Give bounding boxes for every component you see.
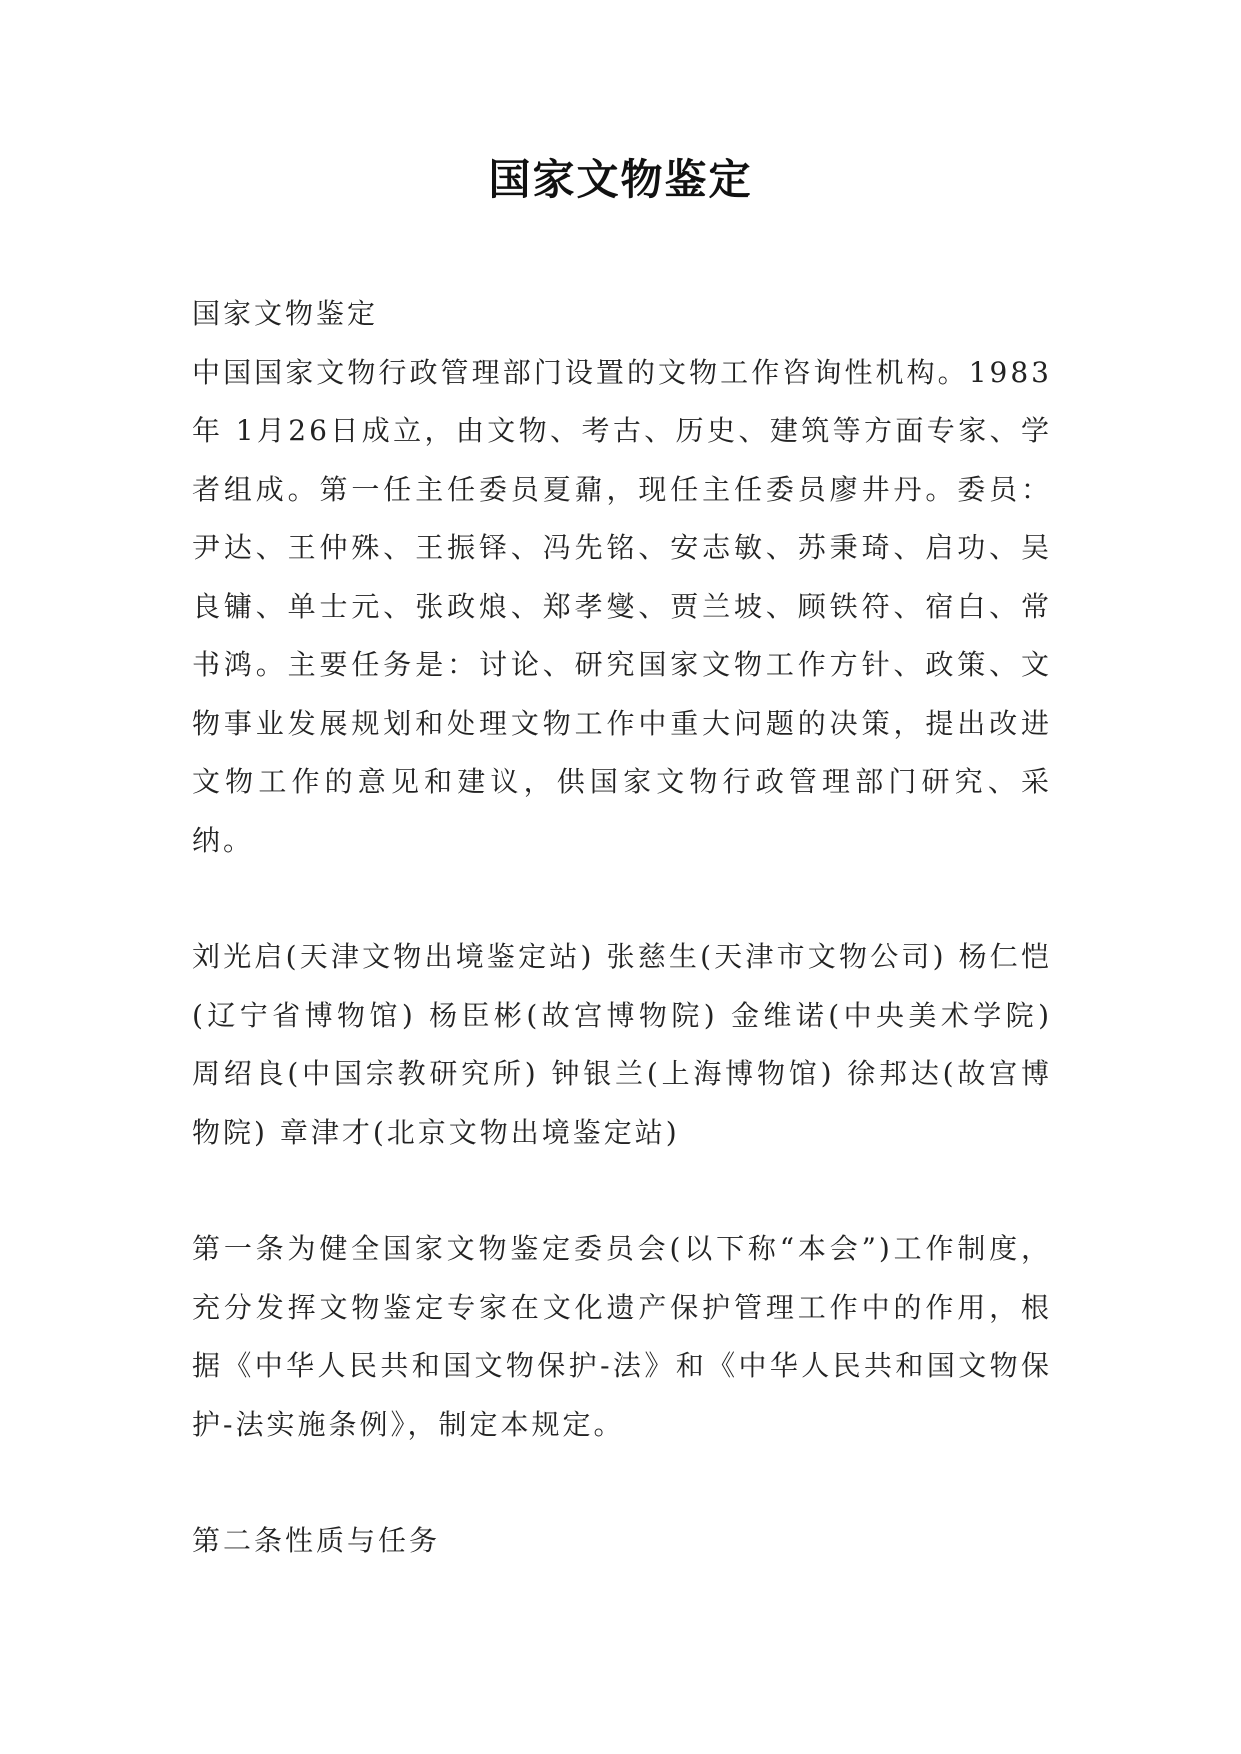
intro-paragraph: 中国国家文物行政管理部门设置的文物工作咨询性机构。1983年 1月26日成立，由文物、考古、历史、建筑等方面专家、学者组成。第一任主任委员夏鼐，现任主任委员廖井丹。委员：尹达、王仲殊、王振铎、冯先铭、安志敏、苏秉琦、启功、吴良镛、单士元、张政烺、郑孝燮、贾兰坡、顾铁符、宿白、常书鸿。主要任务是：讨论、研究国家文物工作方针、政策、文物事业发展规划和处理文物工作中重大问题的决策，提出改进文物工作的意见和建议，供国家文物行政管理部门研究、采纳。: [192, 355, 1052, 857]
document-body: [192, 285, 1052, 1571]
section-heading: 国家文物鉴定: [192, 297, 379, 330]
paragraph-gap: [192, 1162, 1052, 1220]
experts-paragraph: 刘光启(天津文物出境鉴定站) 张慈生(天津市文物公司) 杨仁恺(辽宁省博物馆) 杨臣彬(故宫博物院) 金维诺(中央美术学院) 周绍良(中国宗教研究所) 钟银兰(上海博物馆) 徐邦达(故宫博物院) 章津才(北京文物出境鉴定站): [192, 940, 1052, 1149]
article-one-paragraph: 第一条为健全国家文物鉴定委员会(以下称“本会”)工作制度，充分发挥文物鉴定专家在文化遗产保护管理工作中的作用，根据《中华人民共和国文物保护-法》和《中华人民共和国文物保护-法实施条例》，制定本规定。: [192, 1232, 1052, 1441]
article-two-heading: 第二条性质与任务: [192, 1524, 441, 1557]
paragraph-gap: [192, 870, 1052, 928]
paragraph-gap: [192, 1454, 1052, 1512]
page-title: 国家文物鉴定: [488, 155, 753, 204]
